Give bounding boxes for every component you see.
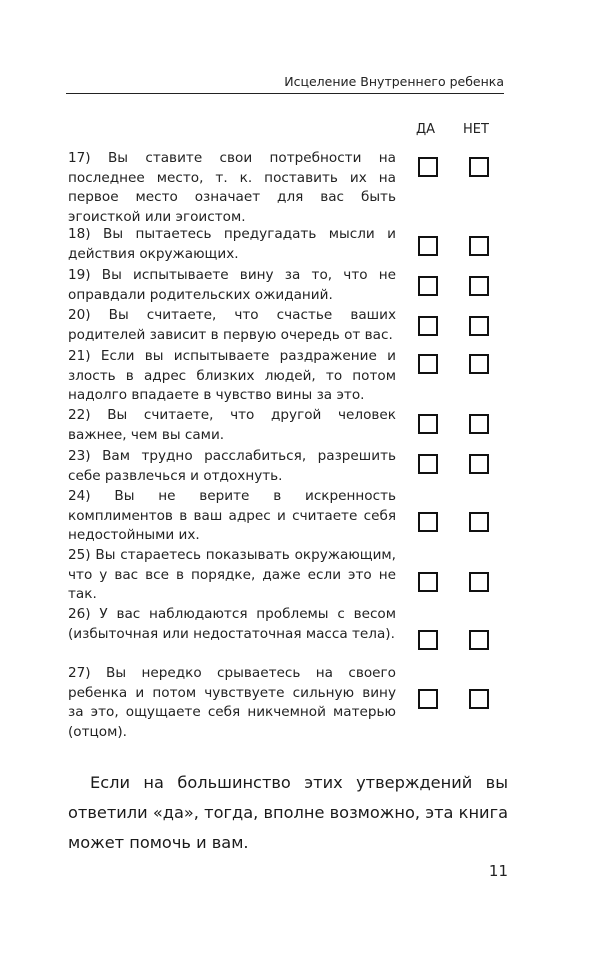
yes-checkbox-27[interactable] xyxy=(418,689,438,709)
yes-checkbox-22[interactable] xyxy=(418,414,438,434)
conclusion-paragraph: Если на большинство этих утверждений вы ответили «да», тогда, вполне возможно, эта книга может помочь и вам. xyxy=(68,773,508,852)
page-number: 11 xyxy=(488,862,508,880)
running-header: Исцеление Внутреннего ребенка xyxy=(284,74,504,89)
yes-checkbox-17[interactable] xyxy=(418,157,438,177)
no-checkbox-24[interactable] xyxy=(469,512,489,532)
yes-checkbox-23[interactable] xyxy=(418,454,438,474)
question-19: 19) Вы испытываете вину за то, что не оправдали родительских ожиданий. xyxy=(68,267,396,303)
yes-checkbox-21[interactable] xyxy=(418,354,438,374)
no-checkbox-21[interactable] xyxy=(469,354,489,374)
no-checkbox-20[interactable] xyxy=(469,316,489,336)
no-checkbox-17[interactable] xyxy=(469,157,489,177)
no-checkbox-25[interactable] xyxy=(469,572,489,592)
no-checkbox-27[interactable] xyxy=(469,689,489,709)
yes-checkbox-24[interactable] xyxy=(418,512,438,532)
question-23: 23) Вам трудно расслабиться, разрешить себе развлечься и отдохнуть. xyxy=(68,448,396,484)
question-17: 17) Вы ставите свои потребности на последнее место, т. к. поставить их на первое место означает для вас быть эгоисткой или эгоистом. xyxy=(68,150,396,225)
question-25: 25) Вы стараетесь показывать окружающим, что у вас все в порядке, даже если это не так. xyxy=(68,547,396,602)
yes-checkbox-18[interactable] xyxy=(418,236,438,256)
question-24: 24) Вы не верите в искренность комплиментов в ваш адрес и считаете себя недостойными их. xyxy=(68,488,396,543)
question-20: 20) Вы считаете, что счастье ваших родителей зависит в первую очередь от вас. xyxy=(68,307,396,343)
yes-checkbox-19[interactable] xyxy=(418,276,438,296)
yes-checkbox-26[interactable] xyxy=(418,630,438,650)
question-26: 26) У вас наблюдаются проблемы с весом (избыточная или недостаточная масса тела). xyxy=(68,606,396,642)
no-checkbox-19[interactable] xyxy=(469,276,489,296)
question-21: 21) Если вы испытываете раздражение и злость в адрес близких людей, то потом надолго впадаете в чувство вины за это. xyxy=(68,348,396,403)
column-no-label: НЕТ xyxy=(463,122,489,137)
yes-checkbox-20[interactable] xyxy=(418,316,438,336)
no-checkbox-23[interactable] xyxy=(469,454,489,474)
column-yes-label: ДА xyxy=(416,122,436,137)
no-checkbox-18[interactable] xyxy=(469,236,489,256)
header-rule xyxy=(66,93,504,94)
yes-checkbox-25[interactable] xyxy=(418,572,438,592)
question-27: 27) Вы нередко срываетесь на своего ребенка и потом чувствуете сильную вину за это, ощущаете себя никчемной матерью (отцом). xyxy=(68,665,396,740)
question-18: 18) Вы пытаетесь предугадать мысли и действия окружающих. xyxy=(68,226,396,262)
no-checkbox-26[interactable] xyxy=(469,630,489,650)
question-22: 22) Вы считаете, что другой человек важнее, чем вы сами. xyxy=(68,407,396,443)
no-checkbox-22[interactable] xyxy=(469,414,489,434)
